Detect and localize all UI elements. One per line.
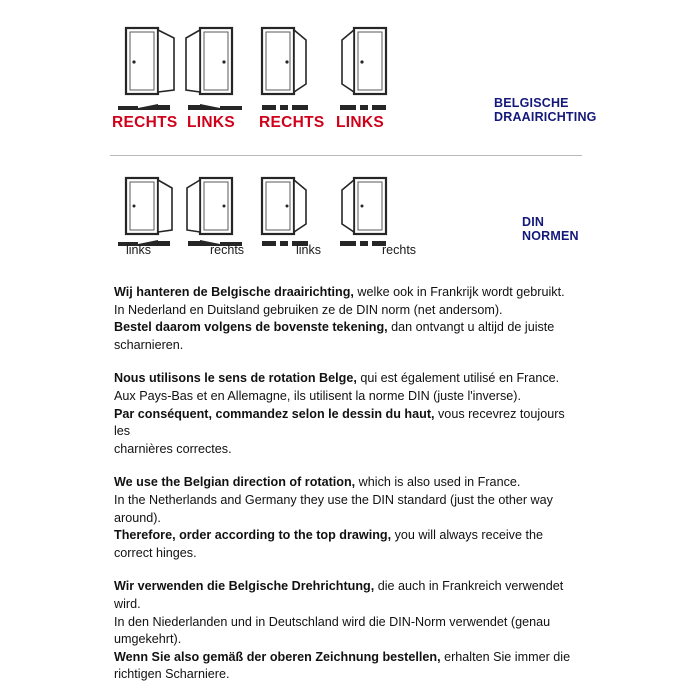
text-line: [114, 614, 584, 632]
belgian-label-1: RECHTS: [112, 114, 178, 131]
body-text: In the Netherlands and Germany they use the DIN standard (just the other way: [114, 492, 553, 507]
belgian-label-4: LINKS: [336, 114, 384, 131]
body-text: around).: [114, 510, 161, 525]
emphasis-text: Wij hanteren de Belgische draairichting,: [114, 285, 354, 299]
body-text: In Nederland en Duitsland gebruiken ze de DIN norm (net andersom).: [114, 302, 503, 317]
text-line: [114, 284, 584, 302]
text-line: [114, 370, 584, 388]
body-text: vous recevrez toujours les: [114, 406, 565, 439]
emphasis-text: We use the Belgian direction of rotation,: [114, 475, 356, 490]
text-line: [114, 596, 584, 614]
emphasis-text: Wir verwenden die Belgische Drehrichtung,: [114, 579, 375, 594]
body-text: which is also used in France.: [355, 475, 521, 490]
text-line: [114, 578, 584, 596]
din-heading: DIN NORMEN: [522, 215, 579, 243]
paragraph-de: [114, 578, 584, 684]
belgian-label-2: LINKS: [187, 114, 235, 131]
body-text: scharnieren.: [114, 337, 184, 352]
section-divider: [110, 155, 582, 156]
body-text: die auch in Frankreich verwendet: [374, 579, 564, 594]
body-text: dan ontvangt u altijd de juiste: [387, 320, 555, 335]
text-line: [114, 545, 584, 563]
paragraph-nl: [114, 284, 584, 354]
paragraph-en: [114, 474, 584, 562]
text-line: [114, 631, 584, 649]
text-line: [114, 302, 584, 320]
door-diagram-1: [112, 26, 184, 118]
door-open-right-hinge-icon: [184, 26, 256, 123]
din-label-3: links: [296, 243, 322, 257]
emphasis-text: Par conséquent, commandez selon le dessin du haut,: [114, 406, 435, 421]
door-diagram-3: [256, 26, 328, 118]
body-text: umgekehrt).: [114, 632, 182, 647]
body-text: Aux Pays-Bas et en Allemagne, ils utilisent la norme DIN (juste l'inverse).: [114, 388, 521, 403]
door-diagram-4: [328, 26, 400, 118]
text-line: [114, 666, 584, 684]
din-label-1: links: [126, 243, 152, 257]
belgian-label-row: [112, 114, 472, 132]
text-line: [114, 474, 584, 492]
text-line: [114, 406, 584, 441]
din-norm-section: [112, 176, 582, 268]
body-text: wird.: [114, 596, 141, 611]
body-text: In den Niederlanden und in Deutschland wird die DIN-Norm verwendet (genau: [114, 614, 551, 629]
body-text: welke ook in Frankrijk wordt gebruikt.: [353, 285, 565, 299]
text-line: [114, 492, 584, 510]
text-line: [114, 527, 584, 545]
paragraph-fr: [114, 370, 584, 458]
body-text: erhalten Sie immer die: [440, 649, 571, 664]
emphasis-text: Bestel daarom volgens de bovenste tekening,: [114, 320, 388, 335]
belgian-label-3: RECHTS: [259, 114, 325, 131]
body-text: richtigen Scharniere.: [114, 667, 230, 682]
text-line: [114, 319, 584, 337]
explanation-text-block: [114, 284, 584, 700]
body-text: you will always receive the: [391, 528, 543, 543]
din-label-2: rechts: [210, 243, 245, 257]
text-line: [114, 337, 584, 355]
text-line: [114, 649, 584, 667]
belgian-heading: BELGISCHE DRAAIRICHTING: [494, 96, 597, 124]
text-line: [114, 441, 584, 459]
text-line: [114, 388, 584, 406]
emphasis-text: Nous utilisons le sens de rotation Belge,: [114, 371, 357, 386]
din-label-row: [112, 243, 472, 257]
door-open-right-hinge-2-icon: [328, 26, 400, 123]
door-diagram-2: [184, 26, 256, 118]
text-line: [114, 510, 584, 528]
emphasis-text: Wenn Sie also gemäß der oberen Zeichnung bestellen,: [114, 649, 441, 664]
body-text: correct hinges.: [114, 545, 197, 560]
emphasis-text: Therefore, order according to the top drawing,: [114, 528, 392, 543]
belgian-rotation-section: [112, 26, 597, 131]
body-text: qui est également utilisé en France.: [356, 371, 560, 386]
din-label-4: rechts: [382, 243, 417, 257]
door-open-left-hinge-icon: [112, 26, 184, 123]
door-open-left-hinge-2-icon: [256, 26, 328, 123]
body-text: charnières correctes.: [114, 441, 232, 456]
